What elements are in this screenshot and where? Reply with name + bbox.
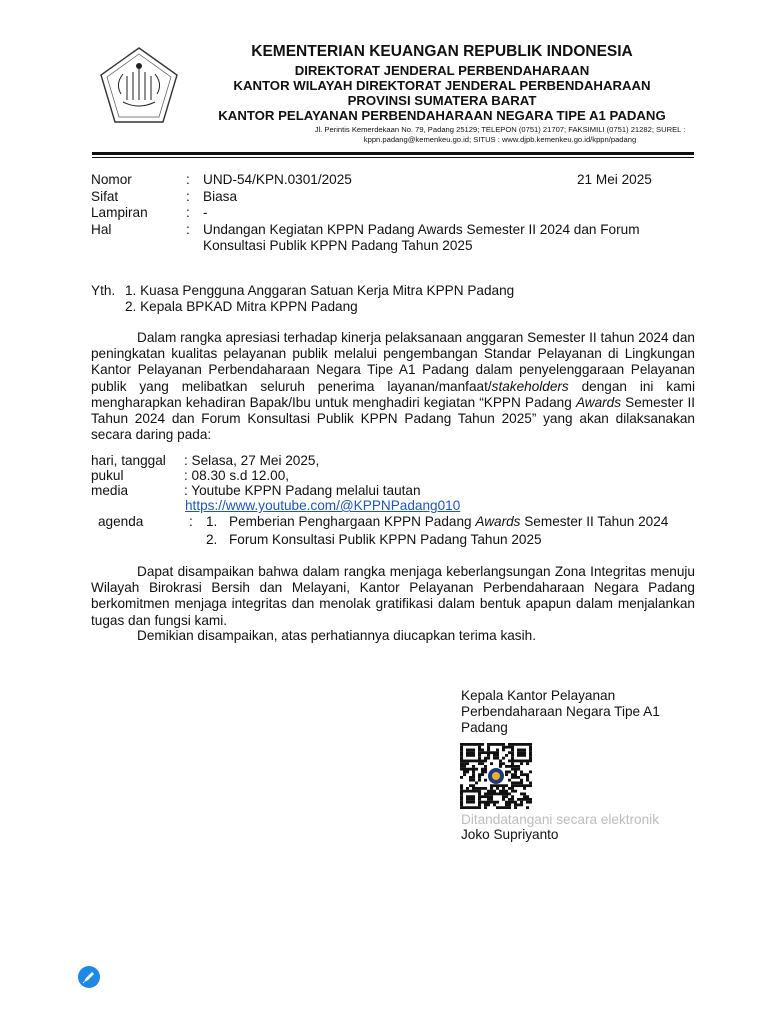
body-text: dengan ini kami mengharapkan kehadiran Bapak/Ibu untuk menghadiri kegiatan “KPPN Padang	[91, 378, 695, 410]
regional-office: KANTOR WILAYAH DIREKTORAT JENDERAL PERBENDAHARAAN	[233, 78, 651, 93]
agenda-item-1-italic: Awards	[475, 514, 521, 529]
signatory-name: Joko Supriyanto	[461, 827, 559, 842]
body-text: Dalam rangka apresiasi terhadap kinerja pelaksanaan anggaran Semester II tahun 2024 dan peningkatan kualitas pelayanan publik melalui pengembangan Standar Pelayanan di Lingkungan Kantor Pelayanan Perbendaharaan Negara Tipe A1 Padang dalam penyelenggaraan Pelayanan publik yang melibatkan seluruh penerima layanan/manfaat/	[91, 330, 695, 394]
lampiran-value: -	[203, 205, 208, 220]
office-name: KANTOR PELAYANAN PERBENDAHARAAN NEGARA TIPE A1 PADANG	[218, 108, 666, 123]
sifat-value: Biasa	[203, 189, 238, 204]
signatory-title-line2: Perbendaharaan Negara Tipe A1	[461, 704, 660, 719]
body-paragraph-3: Demikian disampaikan, atas perhatiannya diucapkan terima kasih.	[137, 628, 536, 643]
agenda-item-2-number: 2.	[206, 532, 218, 547]
media-label: media	[91, 483, 129, 498]
office-address: Jl. Perintis Kemerdekaan No. 79, Padang 25129; TELEPON (0751) 21707; FAKSIMILI (0751) 21282; SUREL :	[314, 125, 686, 134]
hal-colon: :	[186, 222, 190, 237]
media-value: : Youtube KPPN Padang melalui tautan	[184, 483, 421, 498]
signatory-title-line3: Padang	[461, 720, 508, 735]
agenda-label: agenda	[98, 514, 144, 529]
lampiran-colon: :	[186, 205, 190, 220]
nomor-value: UND-54/KPN.0301/2025	[203, 172, 352, 187]
hari-label: hari, tanggal	[91, 453, 166, 468]
ministry-name: KEMENTERIAN KEUANGAN REPUBLIK INDONESIA	[251, 43, 633, 60]
letter-date: 21 Mei 2025	[577, 172, 652, 187]
body-italic-awards: Awards	[575, 394, 622, 410]
hal-label: Hal	[91, 222, 112, 237]
agenda-item-1-text-end: Semester II Tahun 2024	[520, 514, 669, 529]
body-italic-stakeholders: stakeholders	[491, 378, 569, 394]
pen-badge-icon[interactable]	[78, 966, 100, 988]
sifat-label: Sifat	[91, 189, 119, 204]
directorate-general: DIREKTORAT JENDERAL PERBENDAHARAAN	[294, 63, 590, 78]
recipient-item-2: 2. Kepala BPKAD Mitra KPPN Padang	[125, 299, 358, 314]
hari-value: : Selasa, 27 Mei 2025,	[184, 453, 320, 468]
recipient-label: Yth.	[91, 283, 116, 298]
hal-value-line1: Undangan Kegiatan KPPN Padang Awards Semester II 2024 dan Forum	[203, 222, 640, 237]
agenda-item-1-text: Pemberian Penghargaan KPPN Padang	[229, 514, 476, 529]
body-text: Semester II Tahun 2024 dan Forum Konsultasi Publik KPPN Padang Tahun 2025” yang akan dilaksanakan secara daring pada:	[91, 394, 696, 443]
qr-code-signature	[460, 743, 532, 809]
nomor-colon: :	[186, 172, 190, 187]
recipient-item-1: 1. Kuasa Pengguna Anggaran Satuan Kerja Mitra KPPN Padang	[125, 283, 515, 298]
electronic-signature-note: Ditandatangani secara elektronik	[461, 812, 659, 827]
agenda-item-1	[229, 514, 668, 530]
agenda-item-1-number: 1.	[206, 514, 218, 529]
body-paragraph-2: Dapat disampaikan bahwa dalam rangka menjaga keberlangsungan Zona Integritas menuju Wilayah Birokrasi Bersih dan Melayani, Kantor Pelayanan Perbendaharaan Negara Padang berkomitmen menjaga integritas dan menolak gratifikasi dalam bentuk apapun dalam menjalankan tugas dan fungsi kami.	[91, 564, 695, 628]
province: PROVINSI SUMATERA BARAT	[347, 93, 537, 108]
header-divider-thick	[92, 152, 694, 155]
lampiran-label: Lampiran	[91, 205, 148, 220]
nomor-label: Nomor	[91, 172, 132, 187]
agenda-item-2: Forum Konsultasi Publik KPPN Padang Tahun 2025	[229, 532, 542, 547]
signatory-title-line1: Kepala Kantor Pelayanan	[461, 688, 616, 703]
body-paragraph-1	[91, 330, 695, 443]
agenda-colon: :	[189, 514, 193, 529]
sifat-colon: :	[186, 189, 190, 204]
youtube-link[interactable]: https://www.youtube.com/@KPPNPadang010	[185, 498, 461, 513]
pukul-value: : 08.30 s.d 12.00,	[184, 468, 290, 483]
pukul-label: pukul	[91, 468, 124, 483]
office-contact: kppn.padang@kemenkeu.go.id; SITUS : www.djpb.kemenkeu.go.id/kppn/padang	[363, 135, 637, 144]
hal-value-line2: Konsultasi Publik KPPN Padang Tahun 2025	[203, 238, 473, 253]
header-divider-thin	[92, 157, 694, 158]
